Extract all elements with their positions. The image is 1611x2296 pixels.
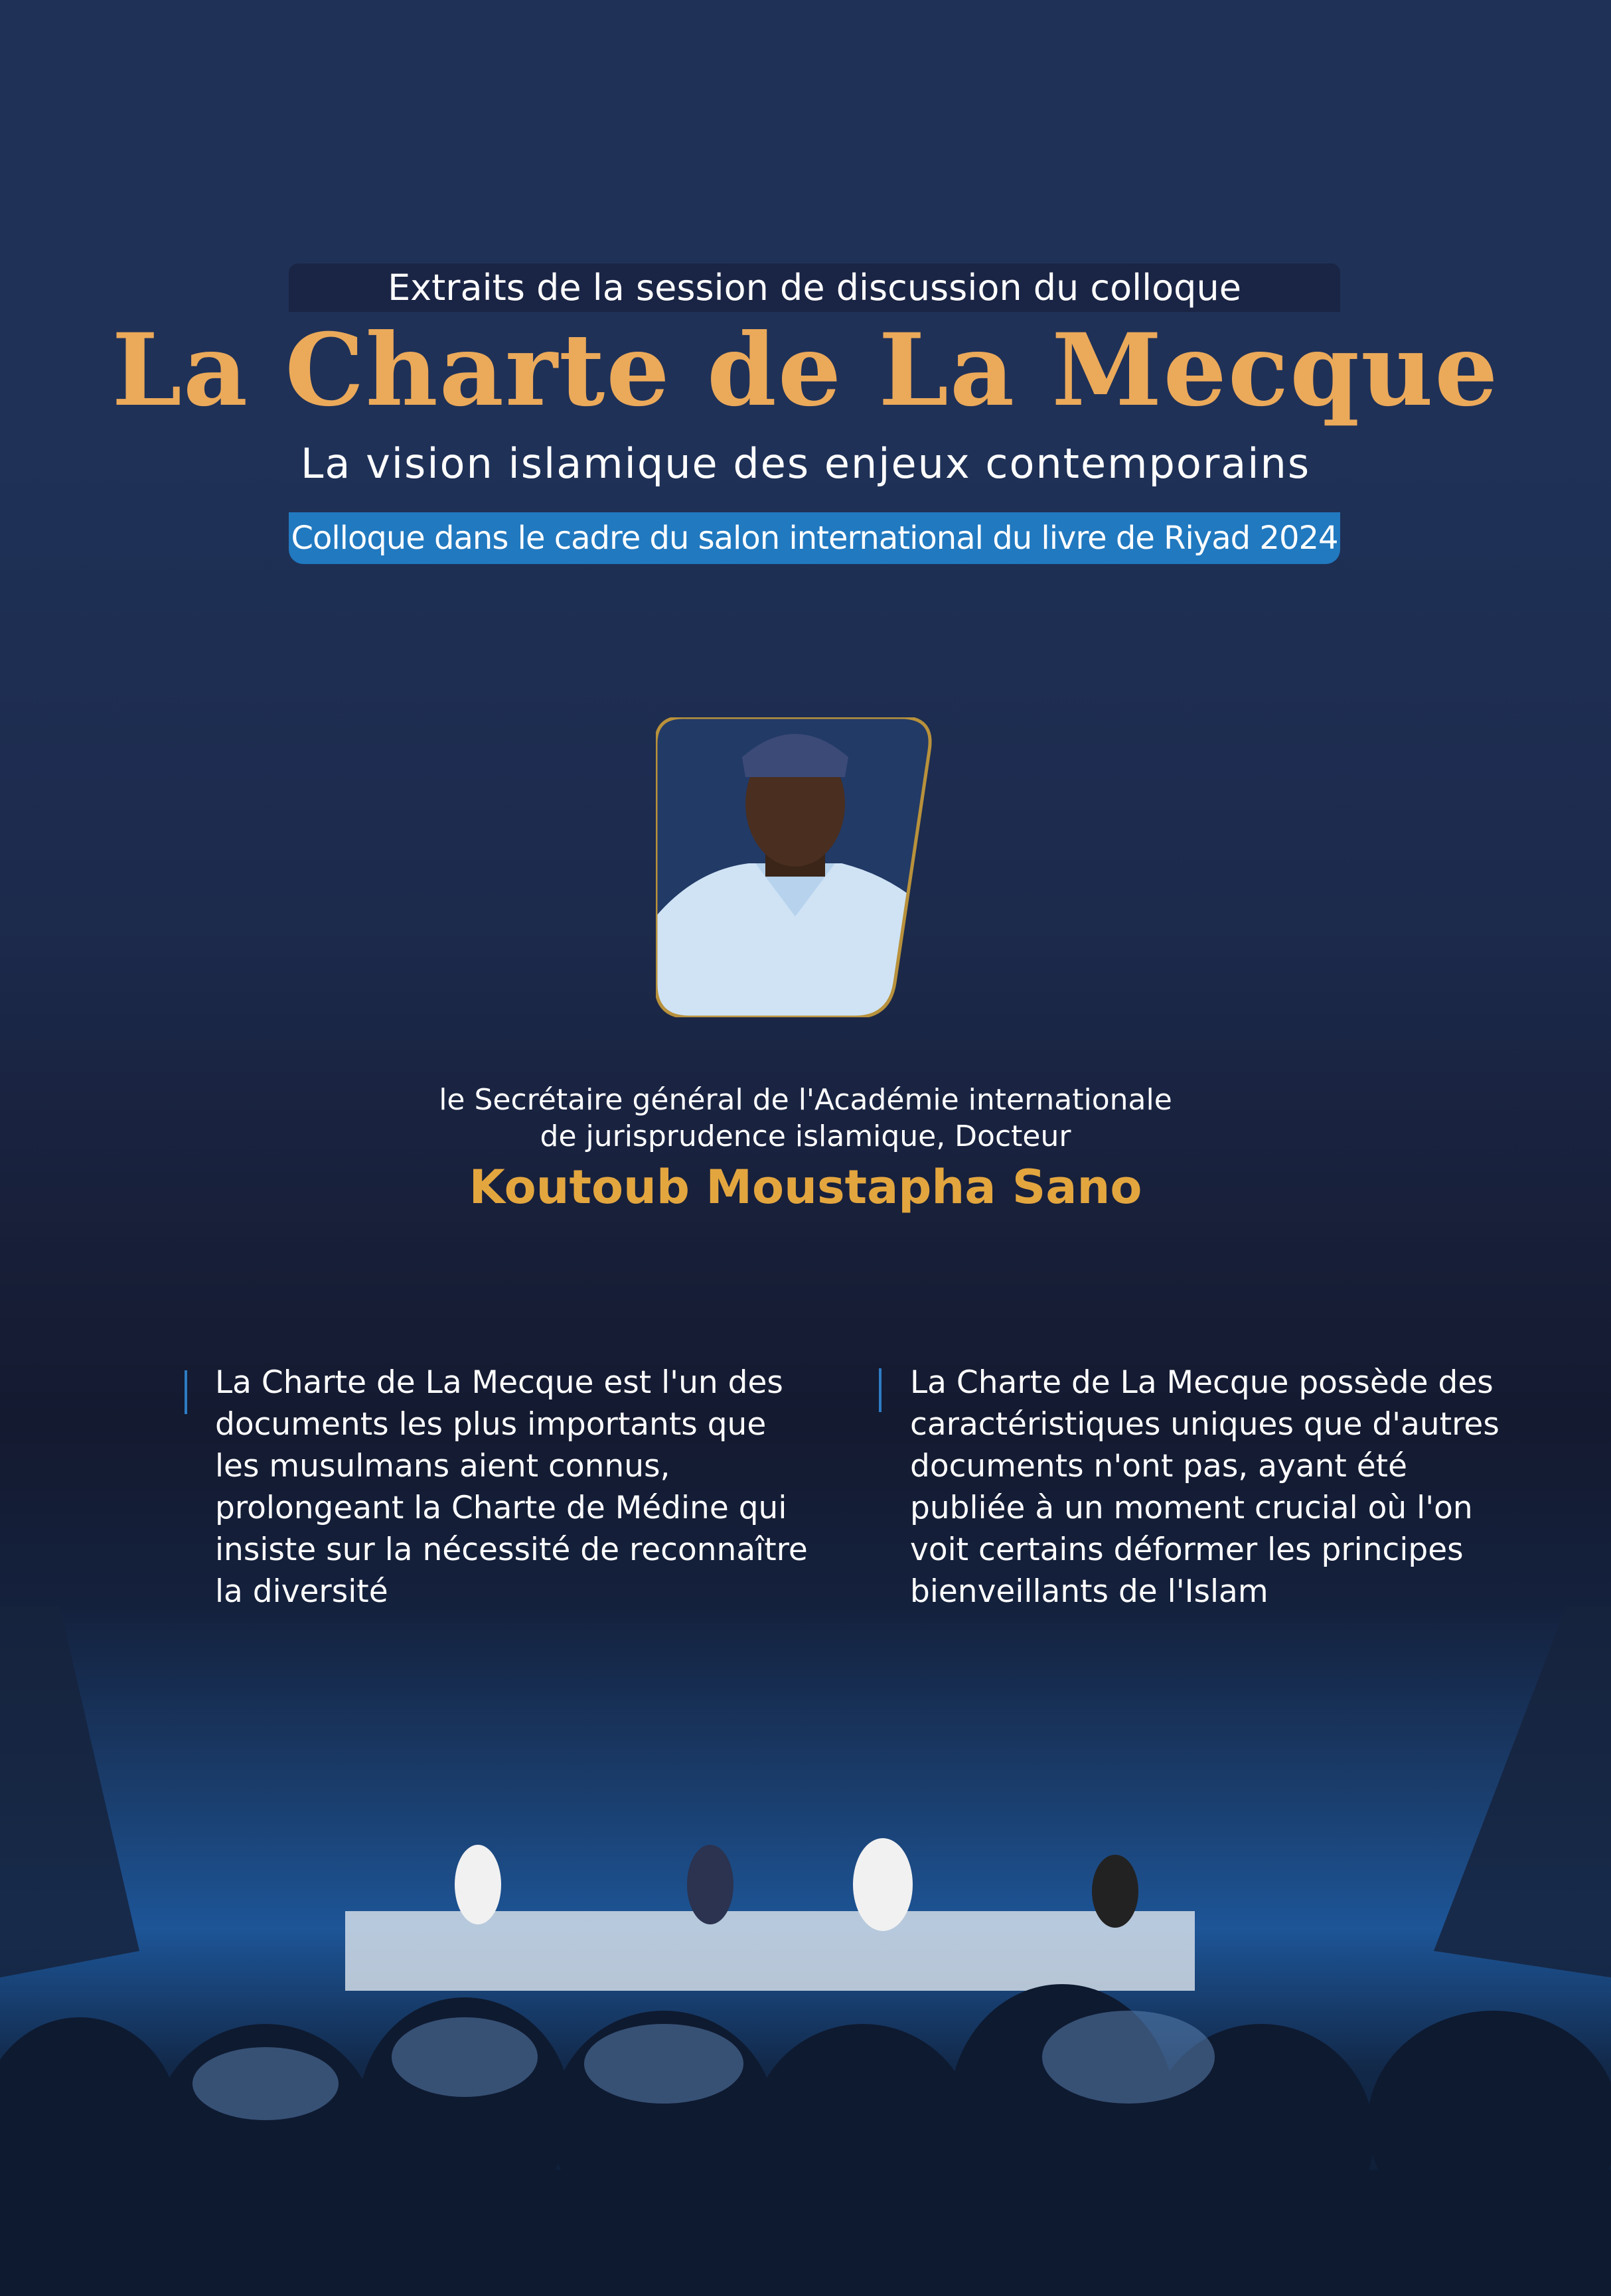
quote-line: insiste sur la nécessité de reconnaître [215, 1532, 808, 1568]
quote-line: la diversité [215, 1573, 388, 1610]
conference-stage-photo [0, 1606, 1611, 2296]
kicker-text: Extraits de la session de discussion du colloque [388, 267, 1241, 309]
kicker-band [289, 263, 1340, 312]
quote-line: bienveillants de l'Islam [910, 1573, 1268, 1610]
speaker-role-line1: le Secrétaire général de l'Académie internationale [439, 1083, 1172, 1117]
quote-line: publiée à un moment crucial où l'on [910, 1490, 1473, 1526]
quote-bar-right [879, 1368, 882, 1412]
quote-left [215, 1362, 812, 1613]
quote-line: voit certains déformer les principes [910, 1532, 1464, 1568]
speaker-name: Koutoub Moustapha Sano [469, 1160, 1142, 1214]
quote-line: La Charte de La Mecque possède des [910, 1364, 1494, 1401]
quote-line: documents n'ont pas, ayant été [910, 1448, 1408, 1484]
quote-bar-left [185, 1370, 187, 1414]
quote-line: prolongeant la Charte de Médine qui [215, 1490, 787, 1526]
quote-right [910, 1362, 1507, 1613]
page-title: La Charte de La Mecque [112, 312, 1499, 429]
speaker-portrait [656, 717, 935, 1017]
page-subtitle: La vision islamique des enjeux contemporains [300, 439, 1311, 488]
event-text: Colloque dans le cadre du salon international du livre de Riyad 2024 [291, 520, 1338, 557]
event-band [289, 512, 1340, 564]
quote-line: documents les plus importants que [215, 1406, 767, 1443]
quote-line: les musulmans aient connus, [215, 1448, 670, 1484]
quote-line: caractéristiques uniques que d'autres [910, 1406, 1499, 1443]
quote-line: La Charte de La Mecque est l'un des [215, 1364, 783, 1401]
speaker-role-line2: de jurisprudence islamique, Docteur [540, 1119, 1071, 1153]
